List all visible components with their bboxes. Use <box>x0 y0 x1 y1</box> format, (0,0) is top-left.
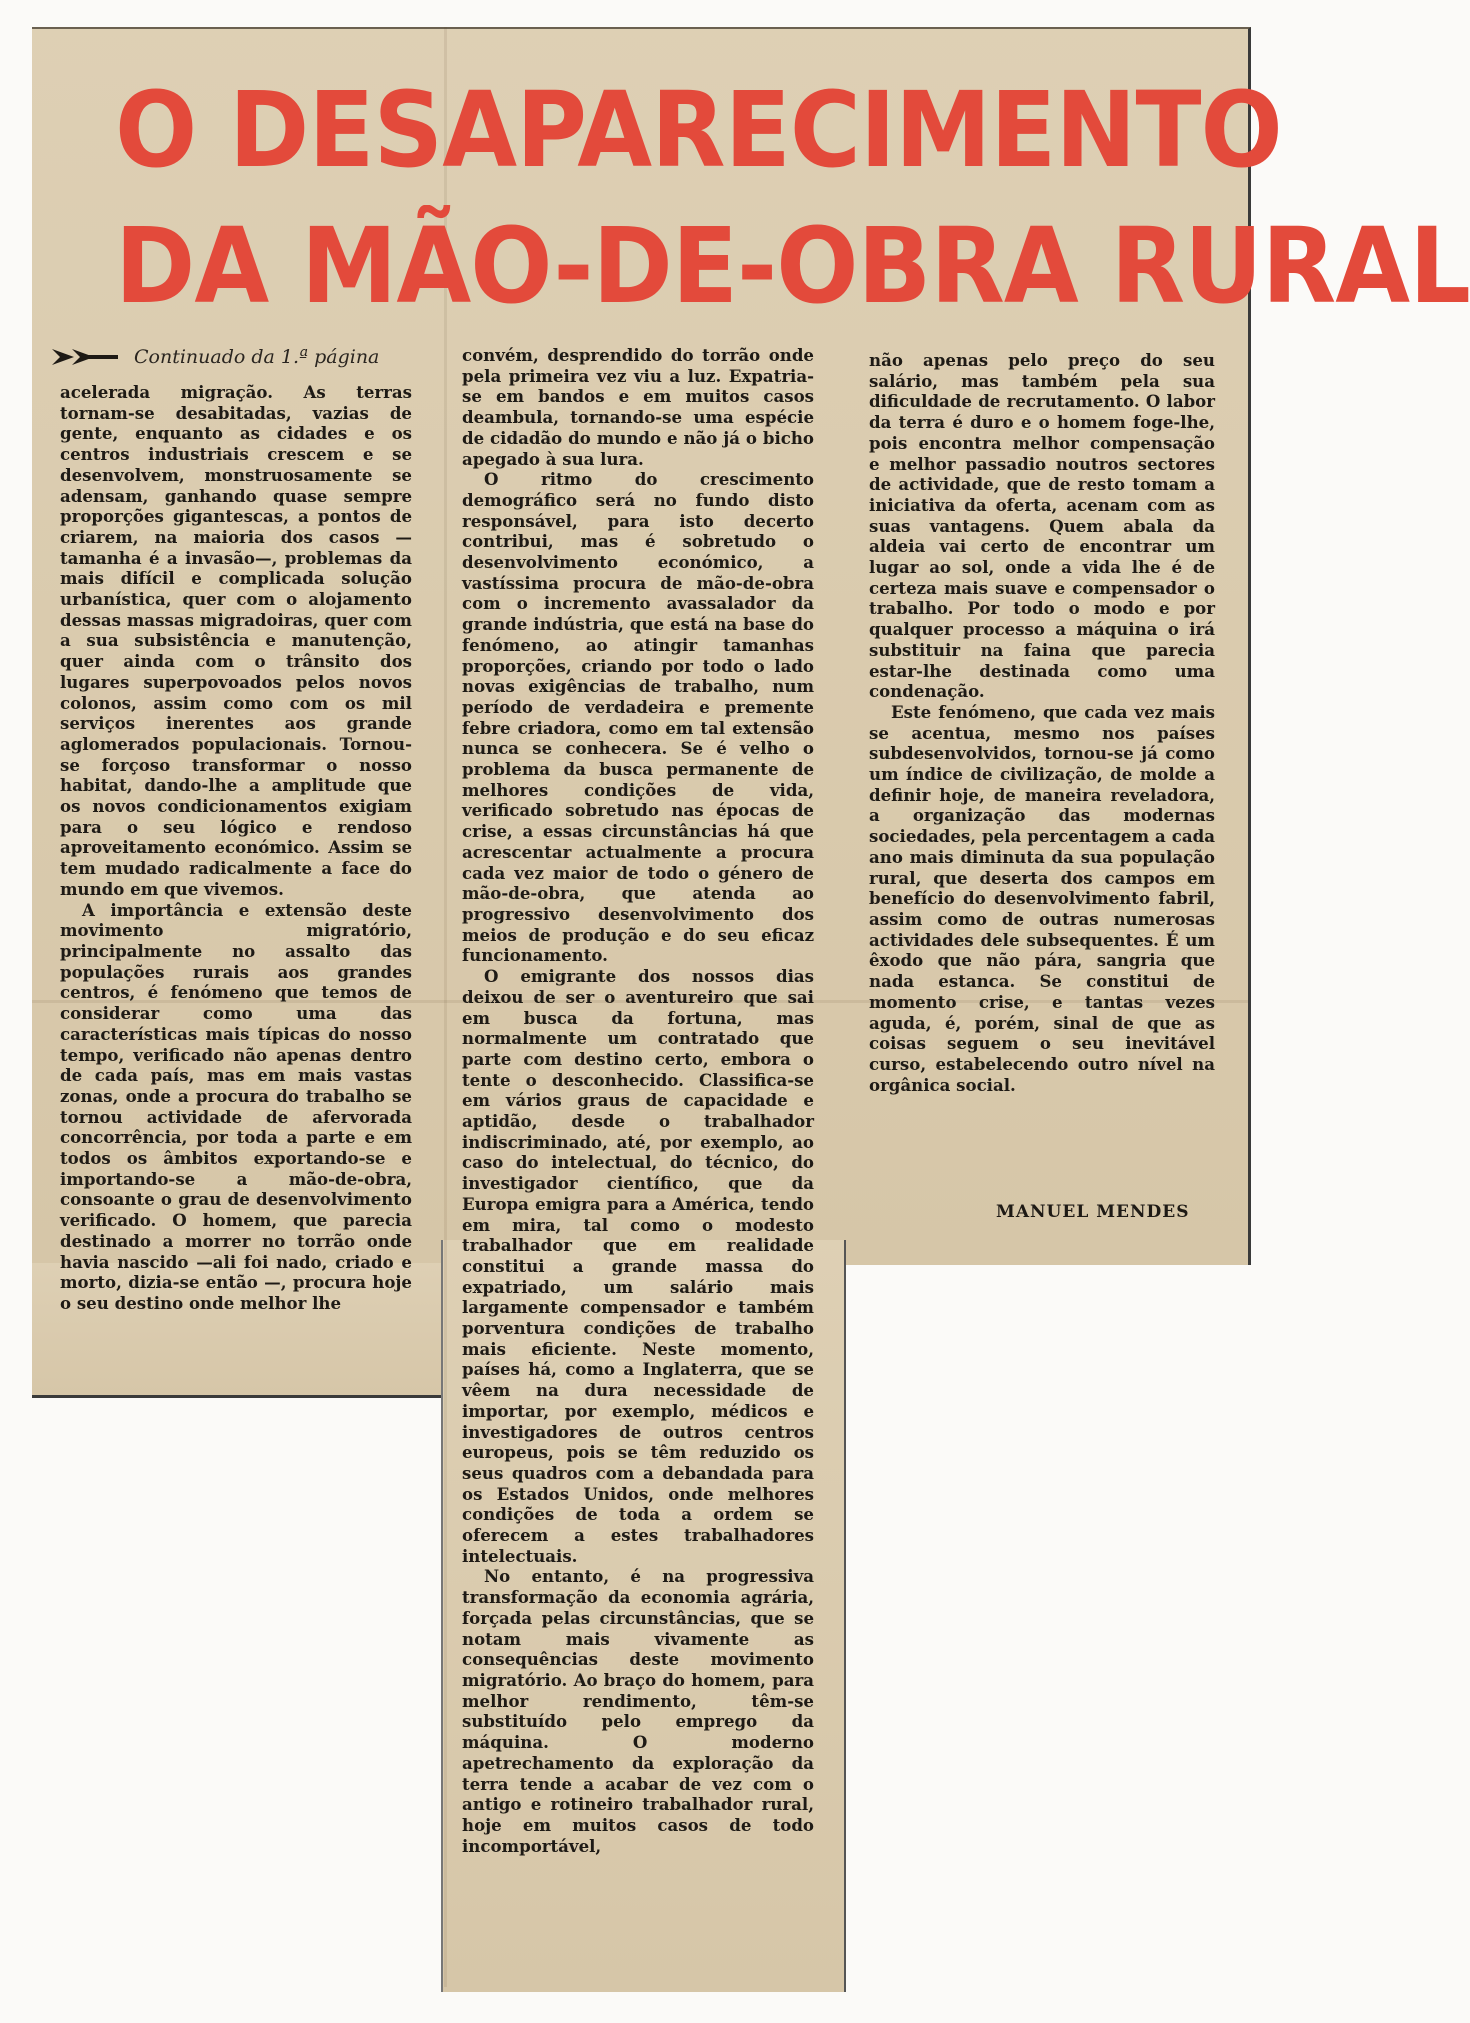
article-column-2 <box>462 345 814 1856</box>
headline-line-2: DA MÃO-DE-OBRA RURAL <box>115 205 1470 327</box>
paragraph: O ritmo do crescimento demográfico será no fundo disto responsável, para isto decerto contribui, mas é sobretudo o desenvolvimento económico, a vastíssima procura de mão-de-obra com o incremento avassalador da grande indústria, que está na base do fenómeno, ao atingir tamanhas proporções, criando por todo o lado novas exigências de trabalho, num período de verdadeira e premente febre criadora, como em tal extensão nunca se conhecera. Se é velho o problema da busca permanente de melhores condições de vida, verificado sobretudo nas épocas de crise, a essas circunstâncias há que acrescentar actualmente a procura cada vez maior de todo o género de mão-de-obra, que atenda ao progressivo desenvolvimento dos meios de produção e do seu eficaz funcionamento. <box>462 469 814 966</box>
article-column-3 <box>869 350 1215 1095</box>
article-column-1 <box>60 382 412 1314</box>
double-arrow-icon <box>50 345 120 369</box>
paragraph: O emigrante dos nossos dias deixou de ser o aventureiro que sai em busca da fortuna, mas normalmente um contratado que parte com destino certo, embora o tente o desconhecido. Classifica-se em vários graus de capacidade e aptidão, desde o trabalhador indiscriminado, até, por exemplo, ao caso do intelectual, do técnico, do investigador científico, que da Europa emigra para a América, tendo em mira, tal como o modesto trabalhador que em realidade constitui a grande massa do expatriado, um salário mais largamente compensador e também porventura condições de trabalho mais eficiente. Neste momento, países há, como a Inglaterra, que se vêem na dura necessidade de importar, por exemplo, médicos e investigadores de outros centros europeus, pois se têm reduzido os seus quadros com a debandada para os Estados Unidos, onde melhores condições de toda a ordem se oferecem a estes trabalhadores intelectuais. <box>462 966 814 1566</box>
paragraph: acelerada migração. As terras tornam-se desabitadas, vazias de gente, enquanto as cidades e os centros industriais crescem e se desenvolvem, monstruosamente se adensam, ganhando quase sempre proporções gigantescas, a pontos de criarem, na maioria dos casos — tamanha é a invasão—, problemas da mais difícil e complicada solução urbanística, quer com o alojamento dessas massas migradoiras, quer com a sua subsistência e manutenção, quer ainda com o trânsito dos lugares superpovoados pelos novos colonos, assim como com os mil serviços inerentes aos grande aglomerados populacionais. Tornou-se forçoso transformar o nosso habitat, dando-lhe a amplitude que os novos condicionamentos exigiam para o seu lógico e rendoso aproveitamento económico. Assim se tem mudado radicalmente a face do mundo em que vivemos. <box>60 382 412 899</box>
headline-line-1: O DESAPARECIMENTO <box>115 69 1282 191</box>
continuation-note <box>50 345 379 369</box>
paragraph: não apenas pelo preço do seu salário, mas também pela sua dificuldade de recrutamento. O labor da terra é duro e o homem foge-lhe, pois encontra melhor compensação e melhor passadio noutros sectores de actividade, que de resto tomam a iniciativa da oferta, acenam com as suas vantagens. Quem abala da aldeia vai certo de encontrar um lugar ao sol, onde a vida lhe é de certeza mais suave e compensador o trabalho. Por todo o modo e por qualquer processo a máquina o irá substituir na faina que parecia estar-lhe destinada como uma condenação. <box>869 350 1215 702</box>
paragraph: A importância e extensão deste movimento migratório, principalmente no assalto das populações rurais aos grandes centros, é fenómeno que temos de considerar como uma das características mais típicas do nosso tempo, verificado não apenas dentro de cada país, mas em mais vastas zonas, onde a procura do trabalho se tornou actividade de afervorada concorrência, por toda a parte e em todos os âmbitos exportando-se e importando-se a mão-de-obra, consoante o grau de desenvolvimento verificado. O homem, que parecia destinado a morrer no torrão onde havia nascido —ali foi nado, criado e morto, dizia-se então —, procura hoje o seu destino onde melhor lhe <box>60 899 412 1313</box>
paragraph: Este fenómeno, que cada vez mais se acentua, mesmo nos países subdesenvolvidos, tornou-se já como um índice de civilização, de molde a definir hoje, de maneira reveladora, a organização das modernas sociedades, pela percentagem a cada ano mais diminuta da sua população rural, que deserta dos campos em benefício do desenvolvimento fabril, assim como de outras numerosas actividades dele subsequentes. É um êxodo que não pára, sangria que nada estanca. Se constitui de momento crise, e tantas vezes aguda, é, porém, sinal de que as coisas seguem o seu inevitável curso, estabelecendo outro nível na orgânica social. <box>869 701 1215 1095</box>
paragraph: No entanto, é na progressiva transformação da economia agrária, forçada pelas circunstâncias, que se notam mais vivamente as consequências deste movimento migratório. Ao braço do homem, para melhor rendimento, têm-se substituído pelo emprego da máquina. O moderno apetrechamento da exploração da terra tende a acabar de vez com o antigo e rotineiro trabalhador rural, hoje em muitos casos de todo incomportável, <box>462 1566 814 1856</box>
continued-label: Continuado da 1.ª página <box>134 346 380 368</box>
paragraph: convém, desprendido do torrão onde pela primeira vez viu a luz. Expatria-se em bandos e em muitos casos deambula, tornando-se uma espécie de cidadão do mundo e não já o bicho apegado à sua lura. <box>462 345 814 469</box>
author-byline: MANUEL MENDES <box>996 1202 1190 1222</box>
